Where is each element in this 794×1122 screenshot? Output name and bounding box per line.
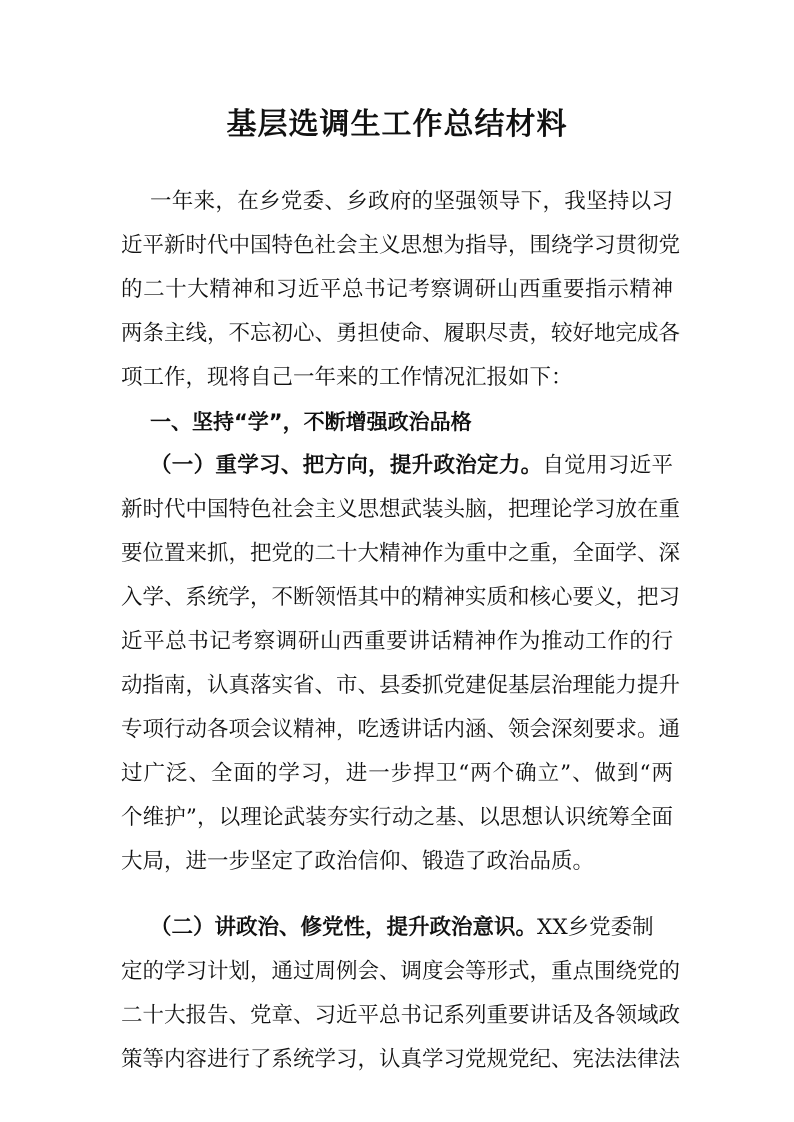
sub1-line-7: 专项行动各项会议精神，吃透讲话内涵、领会深刻要求。通	[121, 717, 681, 742]
sub1-first-line-text: 自觉用习近平	[542, 453, 673, 478]
sub2-first-line	[150, 906, 673, 950]
sub1-heading: （一）重学习、把方向，提升政治定力。	[150, 453, 543, 478]
sub1-line-8: 过广泛、全面的学习，进一步捍卫“两个确立”、做到“两	[121, 761, 673, 786]
sub1-line-9: 个维护”，以理论武装夯实行动之基、以思想认识统筹全面	[121, 805, 673, 830]
sub1-line-3: 要位置来抓，把党的二十大精神作为重中之重，全面学、深	[121, 541, 681, 566]
sub1-first-line	[150, 444, 673, 488]
intro-line-2: 近平新时代中国特色社会主义思想为指导，围绕学习贯彻党	[121, 233, 681, 258]
sub2-first-line-text: XX乡党委制	[537, 915, 654, 940]
sub2-line-3: 二十大报告、党章、习近平总书记系列重要讲话及各领域政	[121, 1003, 681, 1028]
sub2-line-4: 策等内容进行了系统学习，认真学习党规党纪、宪法法律法	[121, 1047, 681, 1072]
sub1-line-6: 动指南，认真落实省、市、县委抓党建促基层治理能力提升	[121, 673, 681, 698]
sub1-line-10: 大局，进一步坚定了政治信仰、锻造了政治品质。	[121, 849, 595, 874]
sub2-heading: （二）讲政治、修党性，提升政治意识。	[150, 915, 538, 940]
sub2-line-2: 定的学习计划，通过周例会、调度会等形式，重点围绕党的	[121, 959, 681, 984]
intro-line-1: 一年来，在乡党委、乡政府的坚强领导下，我坚持以习	[150, 189, 673, 214]
intro-line-5: 项工作，现将自己一年来的工作情况汇报如下：	[121, 365, 573, 390]
sub1-line-5: 近平总书记考察调研山西重要讲话精神作为推动工作的行	[121, 629, 673, 654]
section-heading-1: 一、坚持“学”，不断增强政治品格	[150, 410, 472, 434]
intro-line-4: 两条主线，不忘初心、勇担使命、履职尽责，较好地完成各	[121, 321, 681, 346]
sub1-line-2: 新时代中国特色社会主义思想武装头脑，把理论学习放在重	[121, 497, 681, 522]
sub1-line-4: 入学、系统学，不断领悟其中的精神实质和核心要义，把习	[121, 585, 681, 610]
intro-line-3: 的二十大精神和习近平总书记考察调研山西重要指示精神	[121, 277, 673, 302]
document-title: 基层选调生工作总结材料	[226, 107, 568, 142]
